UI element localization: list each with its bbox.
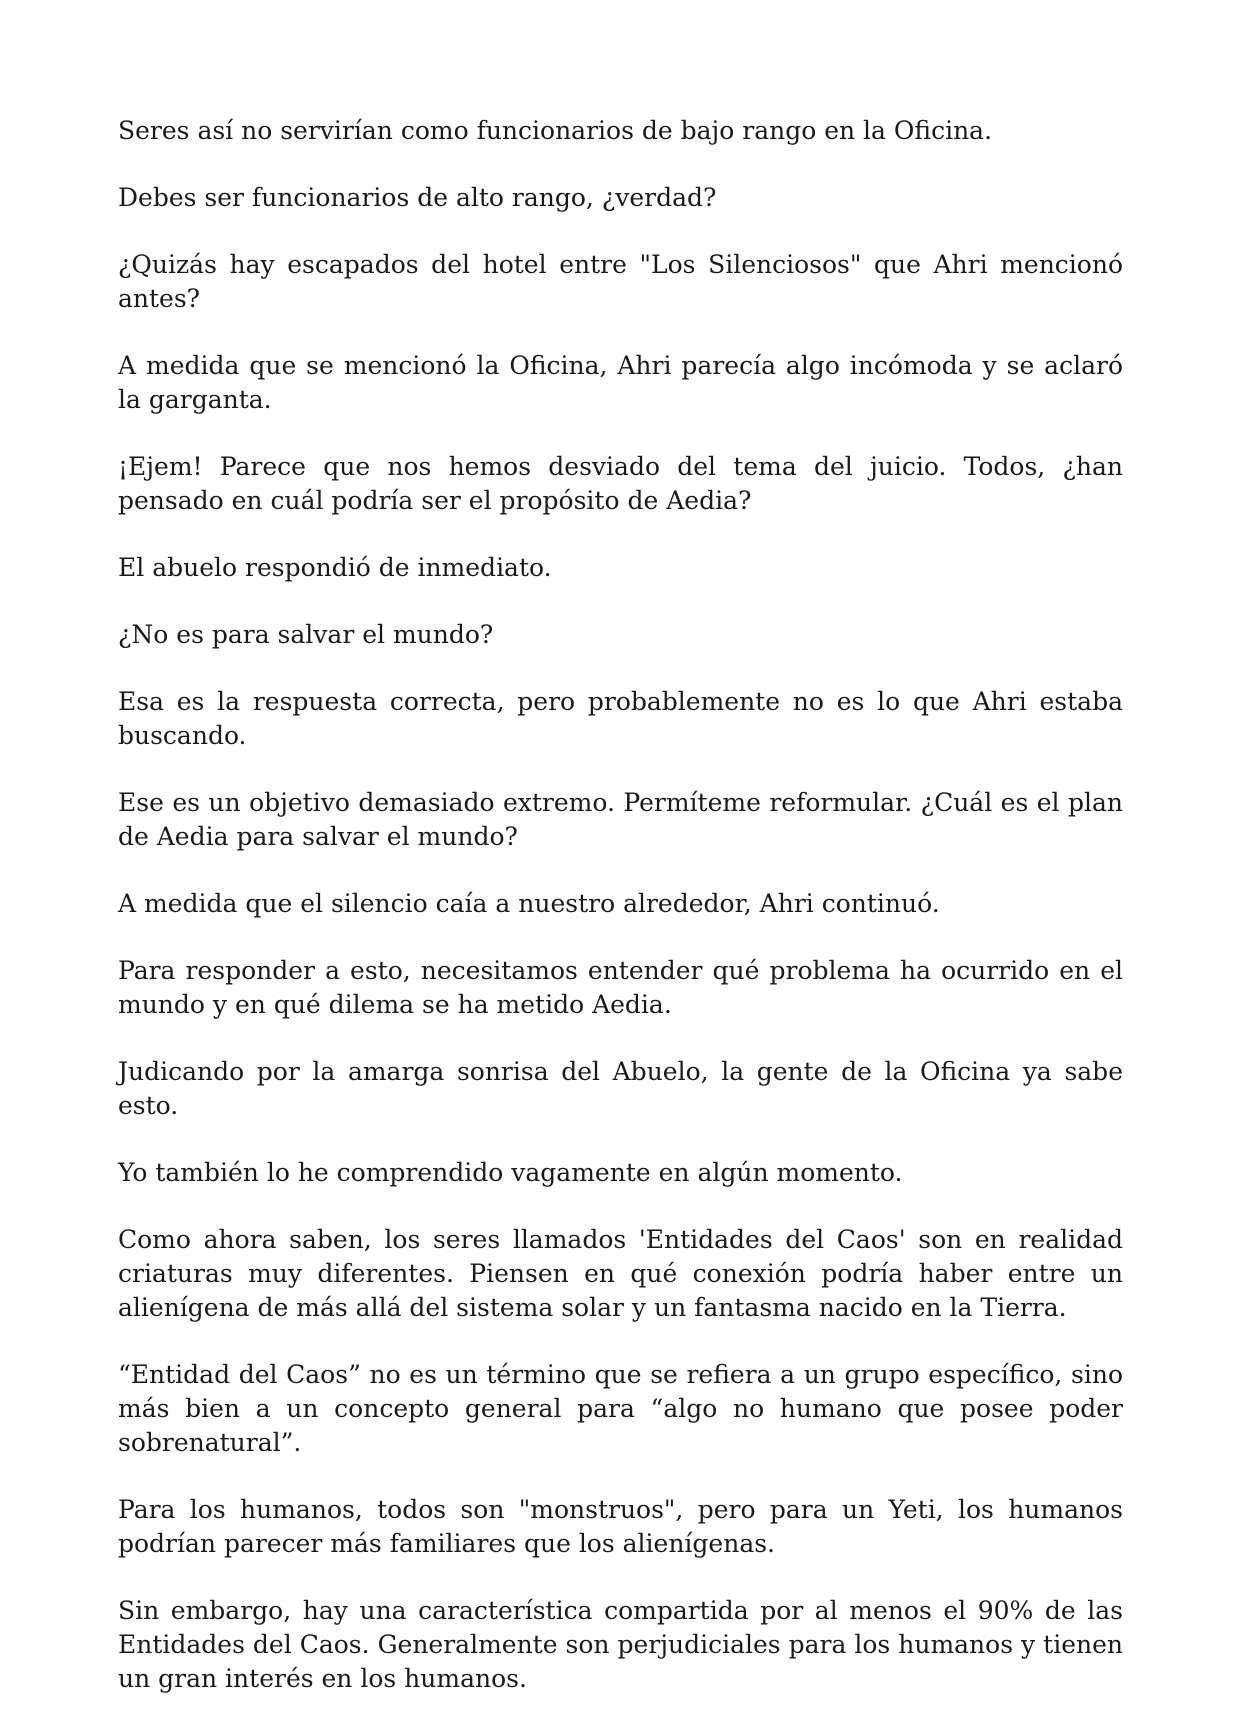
paragraph: ¡Ejem! Parece que nos hemos desviado del tema del juicio. Todos, ¿han pensado en cuál podría ser el propósito de Aedia? xyxy=(118,452,1123,515)
paragraph: Para los humanos, todos son "monstruos", pero para un Yeti, los humanos podrían parecer más familiares que los alienígenas. xyxy=(118,1495,1123,1558)
paragraph: ¿No es para salvar el mundo? xyxy=(118,620,494,649)
paragraph: Debes ser funcionarios de alto rango, ¿verdad? xyxy=(118,183,717,212)
paragraph: Esa es la respuesta correcta, pero probablemente no es lo que Ahri estaba buscando. xyxy=(118,687,1123,750)
paragraph: Seres así no servirían como funcionarios de bajo rango en la Oficina. xyxy=(118,116,993,145)
paragraph: ¿Quizás hay escapados del hotel entre "Los Silenciosos" que Ahri mencionó antes? xyxy=(118,250,1123,313)
paragraph: A medida que el silencio caía a nuestro alrededor, Ahri continuó. xyxy=(118,889,940,918)
paragraph: Para responder a esto, necesitamos entender qué problema ha ocurrido en el mundo y en qué dilema se ha metido Aedia. xyxy=(118,956,1123,1019)
paragraph: Yo también lo he comprendido vagamente en algún momento. xyxy=(118,1158,903,1187)
paragraph: “Entidad del Caos” no es un término que se refiera a un grupo específico, sino más bien a un concepto general para “algo no humano que posee poder sobrenatural”. xyxy=(118,1360,1123,1457)
paragraph: Sin embargo, hay una característica compartida por al menos el 90% de las Entidades del Caos. Generalmente son perjudiciales para los humanos y tienen un gran interés en los humanos. xyxy=(118,1596,1123,1693)
paragraph: Como ahora saben, los seres llamados 'Entidades del Caos' son en realidad criaturas muy diferentes. Piensen en qué conexión podría haber entre un alienígena de más allá del sistema solar y un fantasma nacido en la Tierra. xyxy=(118,1225,1123,1322)
document-page xyxy=(118,114,1123,1729)
paragraph: El abuelo respondió de inmediato. xyxy=(118,553,552,582)
paragraph: A medida que se mencionó la Oficina, Ahri parecía algo incómoda y se aclaró la garganta. xyxy=(118,351,1123,414)
paragraph: Ese es un objetivo demasiado extremo. Permíteme reformular. ¿Cuál es el plan de Aedia para salvar el mundo? xyxy=(118,788,1123,851)
paragraph: Judicando por la amarga sonrisa del Abuelo, la gente de la Oficina ya sabe esto. xyxy=(118,1057,1123,1120)
